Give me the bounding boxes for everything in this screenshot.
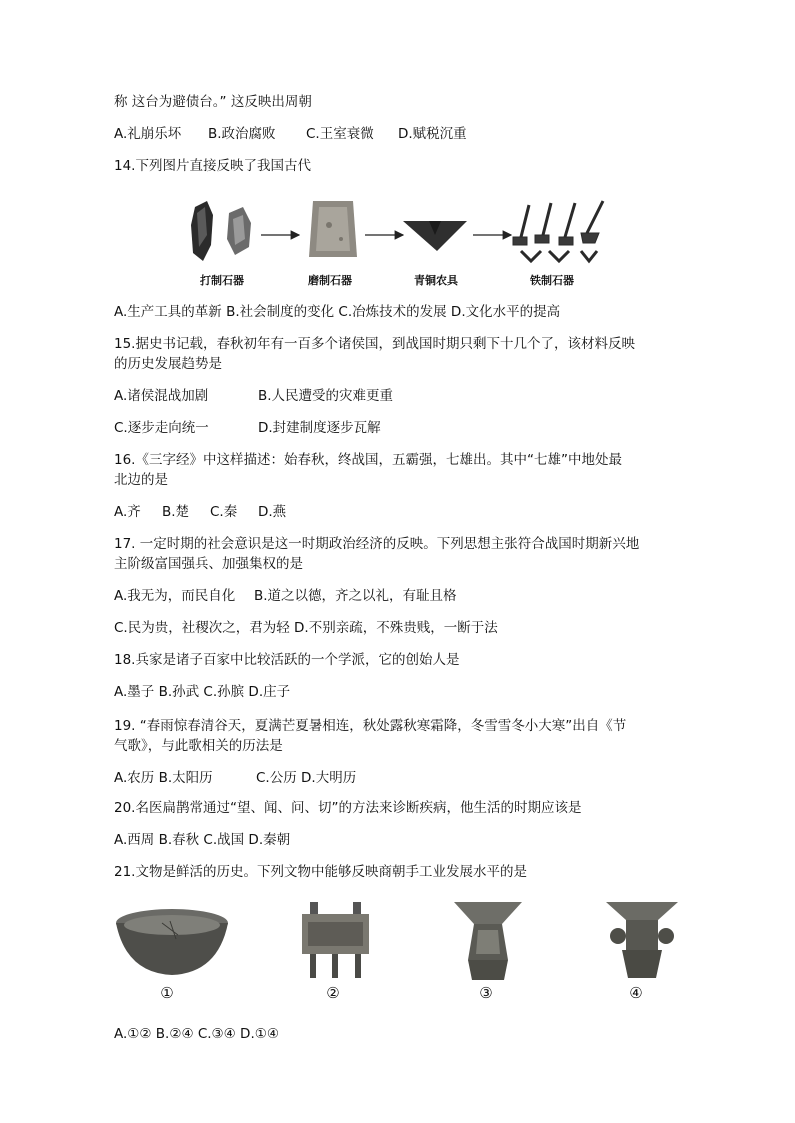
q13-options [114, 124, 467, 144]
q21-stem: 21.文物是鲜活的历史。下列文物中能够反映商朝手工业发展水平的是 [114, 864, 527, 880]
q20-stem: 20.名医扁鹊常通过“望、闻、问、切”的方法来诊断疾病，他生活的时期应该是 [114, 800, 582, 816]
q15-option-b[interactable]: B.人民遭受的灾难更重 [258, 388, 394, 404]
q16-option-b[interactable]: B.楚 [162, 504, 190, 520]
q17-stem-line-2: 主阶级富国强兵、加强集权的是 [114, 556, 303, 572]
artifact-zun-image [450, 898, 526, 982]
q21-options[interactable]: A.①② B.②④ C.③④ D.①④ [114, 1026, 279, 1042]
q13-option-c[interactable]: C.王室衰微 [306, 126, 374, 142]
q19-stem-line-1: 19. “春雨惊春清谷天，夏满芒夏暑相连，秋处露秋寒霜降，冬雪雪冬小大寒”出自《节 [114, 718, 627, 734]
q14-caption-3: 青铜农具 [414, 274, 458, 287]
q15-options-row-1 [114, 386, 393, 406]
q14-options: A.生产工具的革新 B.社会制度的变化 C.冶炼技术的发展 D.文化水平的提高 [114, 304, 561, 320]
artifact-label-1: ① [160, 984, 174, 1002]
q15-option-a[interactable]: A.诸侯混战加剧 [114, 388, 209, 404]
q14-caption-1: 打制石器 [200, 274, 244, 287]
q14-caption-2: 磨制石器 [308, 274, 352, 287]
q14-stem: 14.下列图片直接反映了我国古代 [114, 158, 311, 174]
artifact-label-4: ④ [629, 984, 643, 1002]
q15-stem-line-2: 的历史发展趋势是 [114, 356, 222, 372]
q13-option-d[interactable]: D.赋税沉重 [398, 126, 467, 142]
artifact-jia-image [602, 898, 682, 982]
q13-option-a[interactable]: A.礼崩乐坏 [114, 126, 182, 142]
artifact-label-2: ② [326, 984, 340, 1002]
q17-options-row-1 [114, 586, 457, 606]
q17-stem-line-1: 17. 一定时期的社会意识是这一时期政治经济的反映。下列思想主张符合战国时期新兴地 [114, 536, 640, 552]
q18-options[interactable]: A.墨子 B.孙武 C.孙膑 D.庄子 [114, 684, 291, 700]
q13-option-b[interactable]: B.政治腐败 [208, 126, 276, 142]
artifact-basin-image [112, 905, 232, 980]
q14-caption-4: 铁制石器 [530, 274, 574, 287]
q19-options [114, 768, 356, 788]
q18-stem: 18.兵家是诸子百家中比较活跃的一个学派，它的创始人是 [114, 652, 460, 668]
chipped-stone-tool-image [191, 201, 251, 261]
artifact-label-3: ③ [479, 984, 493, 1002]
q19-options-cd[interactable]: C.公历 D.大明历 [256, 770, 357, 786]
q15-option-d[interactable]: D.封建制度逐步瓦解 [258, 420, 381, 436]
q20-options[interactable]: A.西周 B.春秋 C.战国 D.秦朝 [114, 832, 291, 848]
q15-options-row-2 [114, 418, 381, 438]
q15-stem-line-1: 15.据史书记载，春秋初年有一百多个诸侯国，到战国时期只剩下十几个了，该材料反映 [114, 336, 635, 352]
q15-option-c[interactable]: C.逐步走向统一 [114, 420, 209, 436]
q16-option-d[interactable]: D.燕 [258, 504, 287, 520]
q16-option-a[interactable]: A.齐 [114, 504, 141, 520]
q16-stem-line-2: 北边的是 [114, 472, 168, 488]
polished-stone-tool-image [309, 201, 357, 257]
q16-option-c[interactable]: C.秦 [210, 504, 238, 520]
bronze-farm-tool-image [403, 221, 467, 251]
q17-option-b[interactable]: B.道之以德，齐之以礼，有耻且格 [254, 588, 457, 604]
artifact-ding-image [298, 900, 373, 980]
q19-stem-line-2: 气歌》，与此歌相关的历法是 [114, 738, 283, 754]
q16-stem-line-1: 16.《三字经》中这样描述：始春秋，终战国，五霸强，七雄出。其中“七雄”中地处最 [114, 452, 622, 468]
q16-options [114, 502, 286, 522]
q17-option-a[interactable]: A.我无为，而民自化 [114, 588, 236, 604]
iron-tools-image [513, 201, 603, 261]
q19-options-ab[interactable]: A.农历 B.太阳历 [114, 770, 213, 786]
q13-stem-tail: 称 这台为避债台。” 这反映出周朝 [114, 94, 312, 110]
q17-options-row-2[interactable]: C.民为贵，社稷次之，君为轻 D.不别亲疏，不殊贵贱，一断于法 [114, 620, 498, 636]
